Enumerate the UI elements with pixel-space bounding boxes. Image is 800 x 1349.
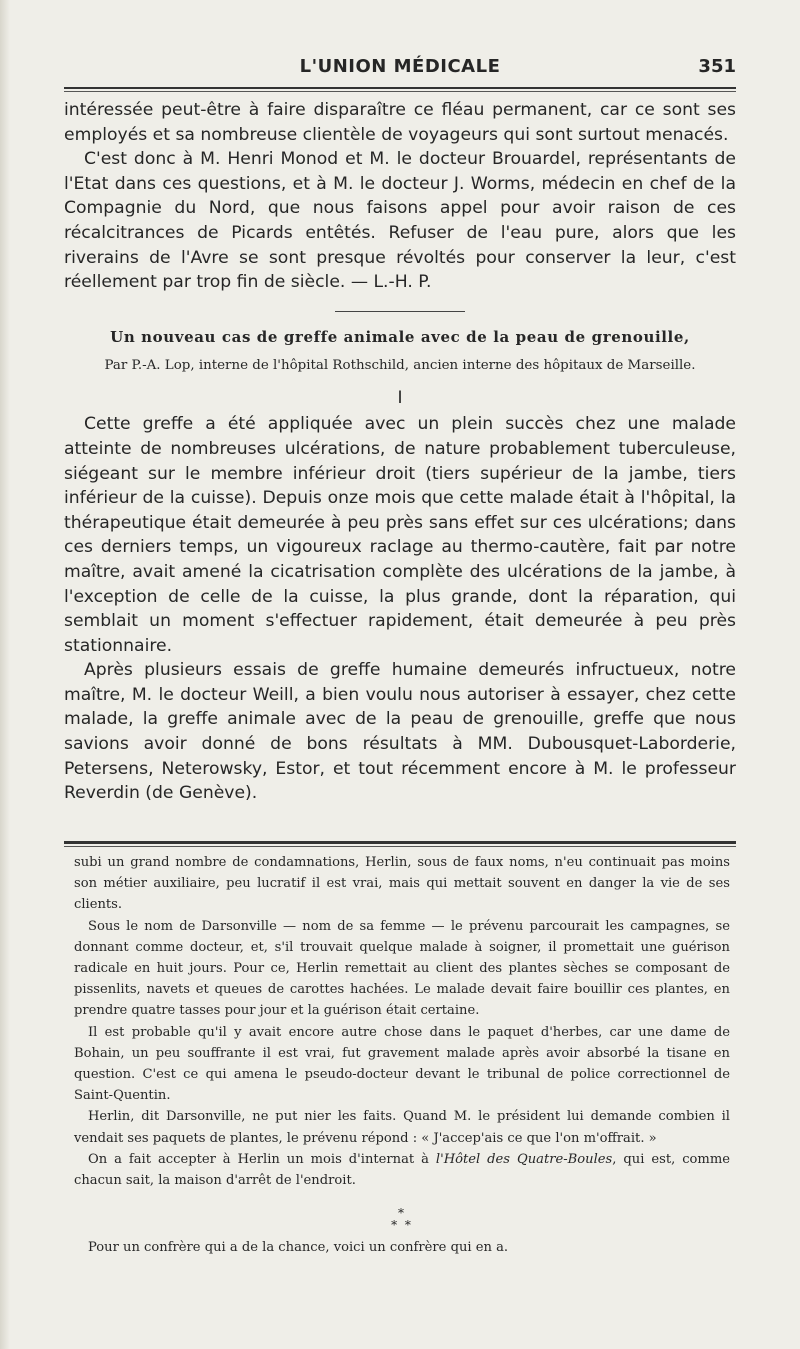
intro-paragraph-2: C'est donc à M. Henri Monod et M. le docteur Brouardel, représentants de l'Etat dans ces questions, et à M. le docteur J. Worms, médecin en chef de la Compagnie du Nord, que nous faisons appel pour avoir raison de ces récalcitrances de Picards entêtés. Refuser de l'eau pure, alors que les riverains de l'Avre se sont presque révoltés pour conserver la leur, c'est réellement par trop fin de siècle. — L.-H. P. xyxy=(64,149,736,293)
article-title: Un nouveau cas de greffe animale avec de la peau de grenouille, xyxy=(110,327,690,346)
footnote-text: , qui est, comme chacun sait, la maison d'arrêt de l'endroit. xyxy=(74,1151,730,1189)
page-number: 351 xyxy=(698,56,736,77)
running-title: L'UNION MÉDICALE xyxy=(299,56,501,77)
intro-paragraph-1: intéressée peut-être à faire disparaître ce fléau permanent, car ce sont ses employés et sa nombreuse clientèle de voyageurs qui sont surtout menacés. xyxy=(64,100,736,145)
footnote-paragraph-6: Pour un confrère qui a de la chance, voici un confrère qui en a. xyxy=(88,1240,509,1256)
asterism-bottom: * * xyxy=(391,1218,413,1233)
footnote-rule-thin xyxy=(64,846,736,847)
article-paragraph-1: Cette greffe a été appliquée avec un plein succès chez une malade atteinte de nombreuses ulcérations, de nature probablement tuberculeuse, siégeant sur le membre inférieur droit (tiers supérieur de la jambe, tiers inférieur de la cuisse). Depuis onze mois que cette malade était à l'hôpital, la thérapeutique était demeurée à peu près sans effet sur ces ulcérations; dans ces derniers temps, un vigoureux raclage au thermo-cautère, fait par notre maître, avait amené la cicatrisation complète des ulcérations de la jambe, à l'exception de celle de la cuisse, la plus grande, dont la réparation, qui semblait un moment s'effectuer rapidement, était demeurée à peu près stationnaire. xyxy=(64,414,736,656)
section-divider xyxy=(335,311,465,312)
footnote-paragraph-3: Il est probable qu'il y avait encore autre chose dans le paquet d'herbes, car une dame de Bohain, un peu souffrante il est vrai, fut gravement malade après avoir absorbé la tisane en question. C'est ce qui amena le pseudo-docteur devant le tribunal de police correctionnel de Saint-Quentin. xyxy=(74,1024,730,1104)
asterism-top: * xyxy=(398,1206,406,1221)
footnote-rule xyxy=(64,841,736,844)
article-byline: Par P.-A. Lop, interne de l'hôpital Rothschild, ancien interne des hôpitaux de Marseille. xyxy=(104,357,696,373)
footnote-italic-text: l'Hôtel des Quatre-Boules xyxy=(435,1151,613,1167)
header-rule xyxy=(64,87,736,89)
main-text xyxy=(64,98,736,806)
section-number: I xyxy=(397,387,403,408)
page-header xyxy=(64,50,736,86)
asterism xyxy=(74,1207,730,1231)
header-rule-thin xyxy=(64,91,736,92)
footnote-paragraph-4: Herlin, dit Darsonville, ne put nier les faits. Quand M. le président lui demande combien il vendait ses paquets de plantes, le prévenu répond : « J'accep'ais ce que l'on m'offrait. » xyxy=(74,1109,730,1146)
footnote-text: On a fait accepter à Herlin un mois d'internat à xyxy=(88,1151,436,1167)
article-paragraph-2: Après plusieurs essais de greffe humaine demeurés infructueux, notre maître, M. le docteur Weill, a bien voulu nous autoriser à essayer, chez cette malade, la greffe animale avec de la peau de grenouille, greffe que nous savions avoir donné de bons résultats à MM. Dubousquet-Laborderie, Petersens, Neterowsky, Estor, et tout récemment encore à M. le professeur Reverdin (de Genève). xyxy=(64,660,736,804)
footnote-paragraph-5 xyxy=(74,1149,730,1191)
page-spine-shadow xyxy=(0,0,10,1349)
footnote-paragraph-2: Sous le nom de Darsonville — nom de sa femme — le prévenu parcourait les campagnes, se donnant comme docteur, et, s'il trouvait quelque malade à soigner, il promettait une guérison radicale en huit jours. Pour ce, Herlin remettait au client des plantes sèches se composant de pissenlits, navets et queues de carottes hachées. Le malade devait faire bouillir ces plantes, en prendre quatre tasses pour jour et la guérison était certaine. xyxy=(74,918,730,1019)
footnote-column xyxy=(74,852,730,1258)
footnote-paragraph-1: subi un grand nombre de condamnations, Herlin, sous de faux noms, n'eu continuait pas moins son métier auxiliaire, peu lucratif il est vrai, mais qui mettait souvent en danger la vie de ses clients. xyxy=(74,855,730,913)
